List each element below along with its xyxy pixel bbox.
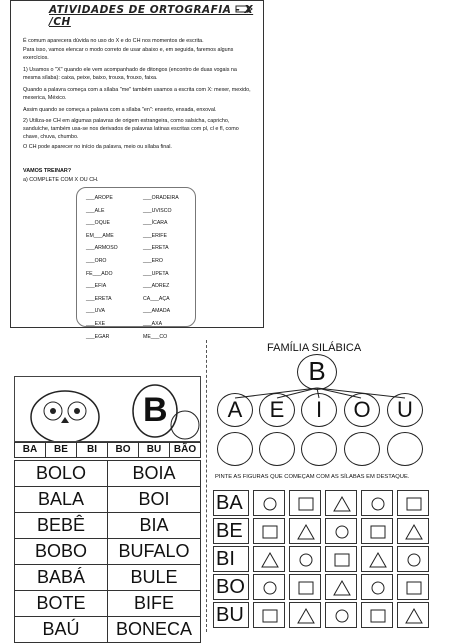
picture-cell[interactable]: [361, 490, 393, 516]
eggplant-icon: [260, 523, 280, 541]
rule-2-line-3: chave, chuva, chumbo.: [23, 134, 79, 140]
picture-cell[interactable]: [253, 574, 285, 600]
syllable-label: BU: [213, 602, 249, 628]
picture-cell[interactable]: [325, 546, 357, 572]
rule-2-line-1: 2) Utiliza-se CH em algumas palavras de origem estrangeira, como salsicha, capricho,: [23, 118, 230, 124]
picture-cell[interactable]: [325, 574, 357, 600]
rule-1-line-1: 1) Usamos o "X" quando ele vem acompanhado de ditongos (encontro de duas vogais na: [23, 67, 237, 73]
word-cell: BOBO: [15, 539, 108, 565]
word-blank-item[interactable]: ___ORADEIRA: [143, 195, 179, 201]
train-instruction: a) COMPLETE COM X OU CH.: [23, 177, 99, 183]
letter-b-word-sheet: [14, 376, 201, 639]
table-row: [15, 565, 201, 591]
worksheet-title: ATIVIDADES DE ORTOGRAFIA - X /CH: [49, 4, 254, 28]
picture-cell[interactable]: [289, 602, 321, 628]
picture-cell[interactable]: [253, 602, 285, 628]
word-blank-item[interactable]: ___UVISCO: [143, 207, 172, 214]
cup-icon: [260, 607, 280, 625]
empty-circle[interactable]: [344, 432, 380, 466]
word-blank-item[interactable]: ___EGAR: [86, 333, 110, 340]
vowel-e: E: [259, 393, 295, 427]
table-row: [15, 617, 201, 643]
bag-icon: [404, 495, 424, 513]
word-blank-item[interactable]: ___ALE: [86, 207, 105, 214]
syllable-bo: BO: [108, 443, 139, 457]
family-title: FAMÍLIA SILÁBICA: [267, 342, 362, 354]
word-blank-item[interactable]: FE___ADO: [86, 270, 113, 277]
table-row: [15, 513, 201, 539]
chicken-icon: [332, 495, 352, 513]
word-cell: BOLO: [15, 461, 108, 487]
syllable-label: BA: [213, 490, 249, 516]
vowel-a: A: [217, 393, 253, 427]
syllable-be: BE: [46, 443, 77, 457]
word-column-left: [86, 192, 118, 343]
syllable-label: BI: [213, 546, 249, 572]
word-blank-item[interactable]: EM___AME: [86, 232, 114, 239]
bee-icon: [368, 607, 388, 625]
picture-cell[interactable]: [253, 518, 285, 544]
big-letter: B: [143, 391, 168, 429]
empty-circle[interactable]: [259, 432, 295, 466]
picture-row: [213, 490, 473, 516]
picture-cell[interactable]: [361, 518, 393, 544]
picture-row: [213, 546, 473, 572]
rule-en-line: Assim quando se começa a palavra com a sílaba "en": enxerto, enxada, enxoval.: [23, 107, 217, 113]
syllable-ba: BA: [15, 443, 46, 457]
word-blank-item[interactable]: ___AROPE: [86, 195, 113, 201]
pacifier-icon: [368, 551, 388, 569]
empty-circle[interactable]: [217, 432, 253, 466]
owl-letter-banner: [14, 376, 201, 442]
rule-1-line-2: mesma sílaba): caixa, peixe, baixo, trouxa, frouxo, faixa.: [23, 75, 158, 81]
word-blank-item[interactable]: ___EXE: [86, 320, 106, 327]
picture-cell[interactable]: [325, 490, 357, 516]
syllable-bu: BU: [139, 443, 170, 457]
center-letter-circle: B: [297, 354, 337, 390]
ball-icon: [368, 579, 388, 597]
syllable-bao: BÃO: [173, 444, 197, 455]
candy-icon: [404, 551, 424, 569]
owl-illustration: [15, 377, 202, 441]
word-blank-item[interactable]: ___AXA: [143, 320, 163, 327]
intro-line-2: Para isso, vamos elencar o modo correto de usar abaixo e, em seguida, faremos alguns: [23, 47, 234, 53]
picture-cell[interactable]: [361, 546, 393, 572]
picture-cell[interactable]: [289, 518, 321, 544]
doll-icon: [332, 579, 352, 597]
syllabic-family-sheet: [209, 340, 474, 632]
picture-cell[interactable]: [397, 602, 429, 628]
word-cell: BOTE: [15, 591, 108, 617]
pencil-icon: [235, 3, 253, 15]
bicycle-icon: [332, 523, 352, 541]
steak-icon: [260, 551, 280, 569]
picture-cell[interactable]: [397, 490, 429, 516]
snowman-icon: [296, 523, 316, 541]
picture-cell[interactable]: [397, 546, 429, 572]
word-blank-item[interactable]: ___OQUE: [86, 220, 110, 227]
picture-cell[interactable]: [325, 602, 357, 628]
word-blank-item[interactable]: ___UVA: [86, 308, 105, 315]
boot-icon: [296, 551, 316, 569]
word-table: [14, 460, 201, 643]
syllable-bi: BI: [77, 443, 108, 457]
ball-icon: [260, 495, 280, 513]
word-column-right: [143, 192, 179, 343]
cake-icon: [260, 579, 280, 597]
fish-icon: [296, 607, 316, 625]
picture-cell[interactable]: [253, 546, 285, 572]
word-cell: BULE: [108, 565, 201, 591]
word-cell: BABÁ: [15, 565, 108, 591]
word-blank-item[interactable]: ___ÍCARA: [143, 220, 168, 227]
ladybug-icon: [296, 579, 316, 597]
word-cell: BEBÊ: [15, 513, 108, 539]
picture-cell[interactable]: [289, 546, 321, 572]
word-cell: BIA: [108, 513, 201, 539]
picture-cell[interactable]: [253, 490, 285, 516]
word-cell: BIFE: [108, 591, 201, 617]
word-blank-item[interactable]: ___ERO: [143, 257, 163, 264]
baby-icon: [404, 523, 424, 541]
word-cell: BUFALO: [108, 539, 201, 565]
vowel-i: I: [301, 393, 337, 427]
word-blank-item[interactable]: ___EFIA: [86, 283, 107, 290]
bus-icon: [404, 607, 424, 625]
word-blank-item[interactable]: ___UPETA: [143, 270, 169, 277]
word-blank-item[interactable]: ___ARMOSO: [86, 245, 118, 252]
word-blank-item[interactable]: ___ERETA: [86, 295, 112, 302]
table-row: [15, 539, 201, 565]
word-blank-item[interactable]: ___ERETA: [143, 245, 169, 252]
ladybug-icon: [368, 523, 388, 541]
picture-cell[interactable]: [397, 574, 429, 600]
bowling-pins-icon: [368, 495, 388, 513]
word-blank-item[interactable]: ME___CO: [143, 333, 168, 340]
cake-icon: [404, 579, 424, 597]
word-blank-item[interactable]: ___ADREZ: [143, 283, 170, 290]
picture-row: [213, 574, 473, 600]
divider: [206, 340, 208, 632]
syllable-row: [14, 442, 201, 458]
word-blank-item[interactable]: ___ORO: [86, 257, 107, 264]
picture-cell[interactable]: [325, 518, 357, 544]
word-cell: BOIA: [108, 461, 201, 487]
bug-icon: [332, 607, 352, 625]
picture-cell[interactable]: [361, 574, 393, 600]
picture-row: [213, 602, 473, 628]
picture-cell[interactable]: [397, 518, 429, 544]
vowel-u: U: [387, 393, 423, 427]
word-cell: BAÚ: [15, 617, 108, 643]
rule-me-line-1: Quando a palavra começa com a sílaba "me" também usamos a escrita com X: mexer, mexido,: [23, 87, 251, 93]
spelling-worksheet: [10, 0, 264, 340]
table-row: [15, 461, 201, 487]
picture-cell[interactable]: [361, 602, 393, 628]
rule-ch-position: O CH pode aparecer no início da palavra, meio ou sílaba final.: [23, 144, 172, 150]
rule-2-line-2: sanduíche, também usa-se nos derivados de palavras latinas escritas com pl, cl e fl, como: [23, 126, 239, 132]
word-blank-item[interactable]: CA___AÇA: [143, 295, 170, 302]
syllable-label: BO: [213, 574, 249, 600]
table-row: [15, 591, 201, 617]
rule-me-line-2: mexerica, México.: [23, 95, 67, 101]
word-cell: BOI: [108, 487, 201, 513]
word-cell: BALA: [15, 487, 108, 513]
intro-line-3: exercícios.: [23, 55, 49, 61]
word-box: [76, 187, 196, 340]
word-cell: BONECA: [108, 617, 201, 643]
picture-cell[interactable]: [289, 490, 321, 516]
intro-line-1: É comum aparecera dúvida no uso do X e do CH nos momentos de escrita.: [23, 38, 204, 44]
vowel-o: O: [344, 393, 380, 427]
table-row: [15, 487, 201, 513]
bowling-icon: [296, 495, 316, 513]
word-blank-item[interactable]: ___ERIFE: [143, 232, 167, 239]
bottle-icon: [332, 551, 352, 569]
syllable-label: BE: [213, 518, 249, 544]
empty-circle[interactable]: [301, 432, 337, 466]
empty-circle[interactable]: [387, 432, 423, 466]
word-blank-item[interactable]: ___AMADA: [143, 308, 171, 315]
train-title: VAMOS TREINAR?: [23, 168, 72, 174]
paint-instruction: PINTE AS FIGURAS QUE COMEÇAM COM AS SÍLABAS EM DESTAQUE.: [215, 474, 410, 480]
picture-row: [213, 518, 473, 544]
picture-cell[interactable]: [289, 574, 321, 600]
